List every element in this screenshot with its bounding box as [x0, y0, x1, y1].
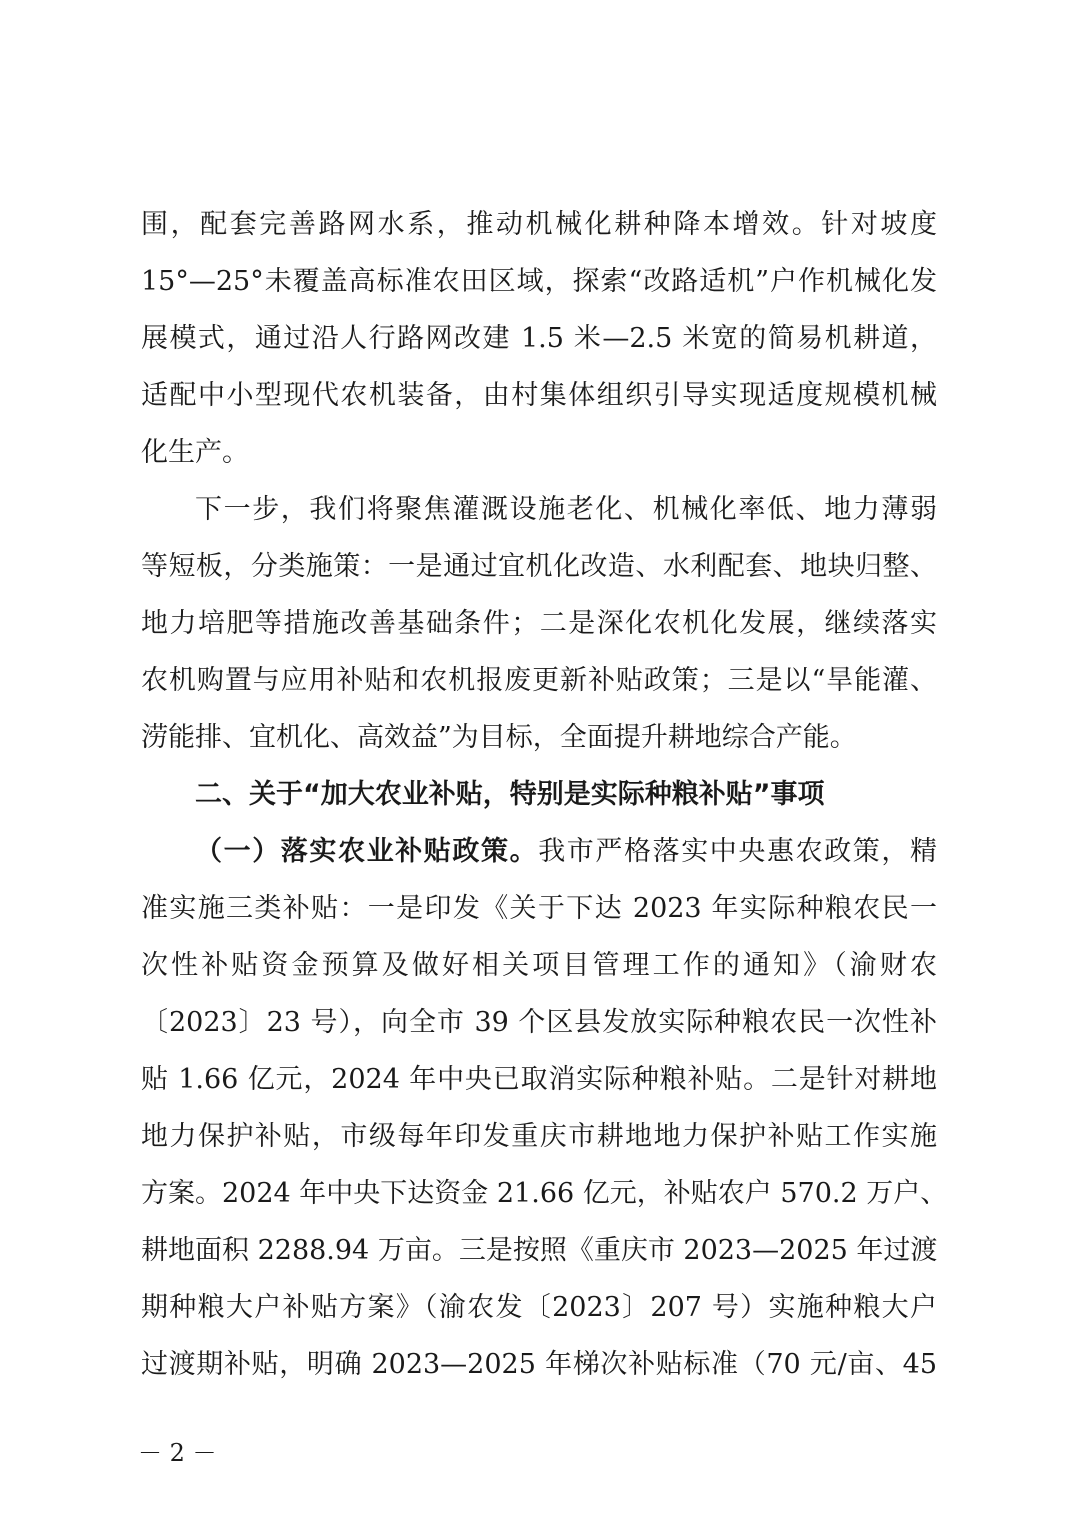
paragraph-2-line-1: 下一步，我们将聚焦灌溉设施老化、机械化率低、地力薄弱 — [195, 494, 937, 525]
page-number: － 2 － — [138, 1439, 217, 1467]
paragraph-1-line-4: 适配中小型现代农机装备，由村集体组织引导实现适度规模机械 — [141, 380, 937, 411]
paragraph-3-line-6: 地力保护补贴，市级每年印发重庆市耕地地力保护补贴工作实施 — [141, 1121, 937, 1152]
paragraph-3-line-8: 耕地面积 2288.94 万亩。三是按照《重庆市 2023—2025 年过渡 — [141, 1235, 938, 1266]
subsection-title: （一）落实农业补贴政策。 — [195, 836, 539, 867]
paragraph-3-line-10: 过渡期补贴，明确 2023—2025 年梯次补贴标准（70 元/亩、45 — [141, 1349, 937, 1380]
section-heading: 二、关于“加大农业补贴，特别是实际种粮补贴”事项 — [195, 779, 825, 810]
document-body — [141, 196, 948, 1393]
paragraph-1-line-3: 展模式，通过沿人行路网改建 1.5 米—2.5 米宽的简易机耕道， — [141, 323, 937, 354]
paragraph-2-line-3: 地力培肥等措施改善基础条件；二是深化农机化发展，继续落实 — [141, 608, 937, 639]
paragraph-3-line-1 — [141, 823, 937, 880]
paragraph-3-line-2: 准实施三类补贴：一是印发《关于下达 2023 年实际种粮农民一 — [141, 893, 937, 924]
paragraph-2-line-5: 涝能排、宜机化、高效益”为目标，全面提升耕地综合产能。 — [141, 722, 857, 753]
paragraph-1-line-5: 化生产。 — [141, 437, 249, 468]
paragraph-3-line-9: 期种粮大户补贴方案》（渝农发〔2023〕207 号）实施种粮大户 — [141, 1292, 937, 1323]
paragraph-2-line-2: 等短板，分类施策：一是通过宜机化改造、水利配套、地块归整、 — [141, 551, 937, 582]
paragraph-3-lead-text: 我市严格落实中央惠农政策，精 — [538, 836, 938, 867]
paragraph-3-line-3: 次性补贴资金预算及做好相关项目管理工作的通知》（渝财农 — [141, 950, 937, 981]
paragraph-1-line-2: 15°—25°未覆盖高标准农田区域，探索“改路适机”户作机械化发 — [141, 266, 937, 297]
paragraph-3-line-7: 方案。2024 年中央下达资金 21.66 亿元，补贴农户 570.2 万户、 — [141, 1178, 948, 1209]
paragraph-3-line-4: 〔2023〕23 号），向全市 39 个区县发放实际种粮农民一次性补 — [141, 1007, 937, 1038]
paragraph-1-line-1: 围，配套完善路网水系，推动机械化耕种降本增效。针对坡度 — [141, 209, 937, 240]
paragraph-3-line-5: 贴 1.66 亿元，2024 年中央已取消实际种粮补贴。二是针对耕地 — [141, 1064, 937, 1095]
paragraph-2-line-4: 农机购置与应用补贴和农机报废更新补贴政策；三是以“旱能灌、 — [141, 665, 937, 696]
